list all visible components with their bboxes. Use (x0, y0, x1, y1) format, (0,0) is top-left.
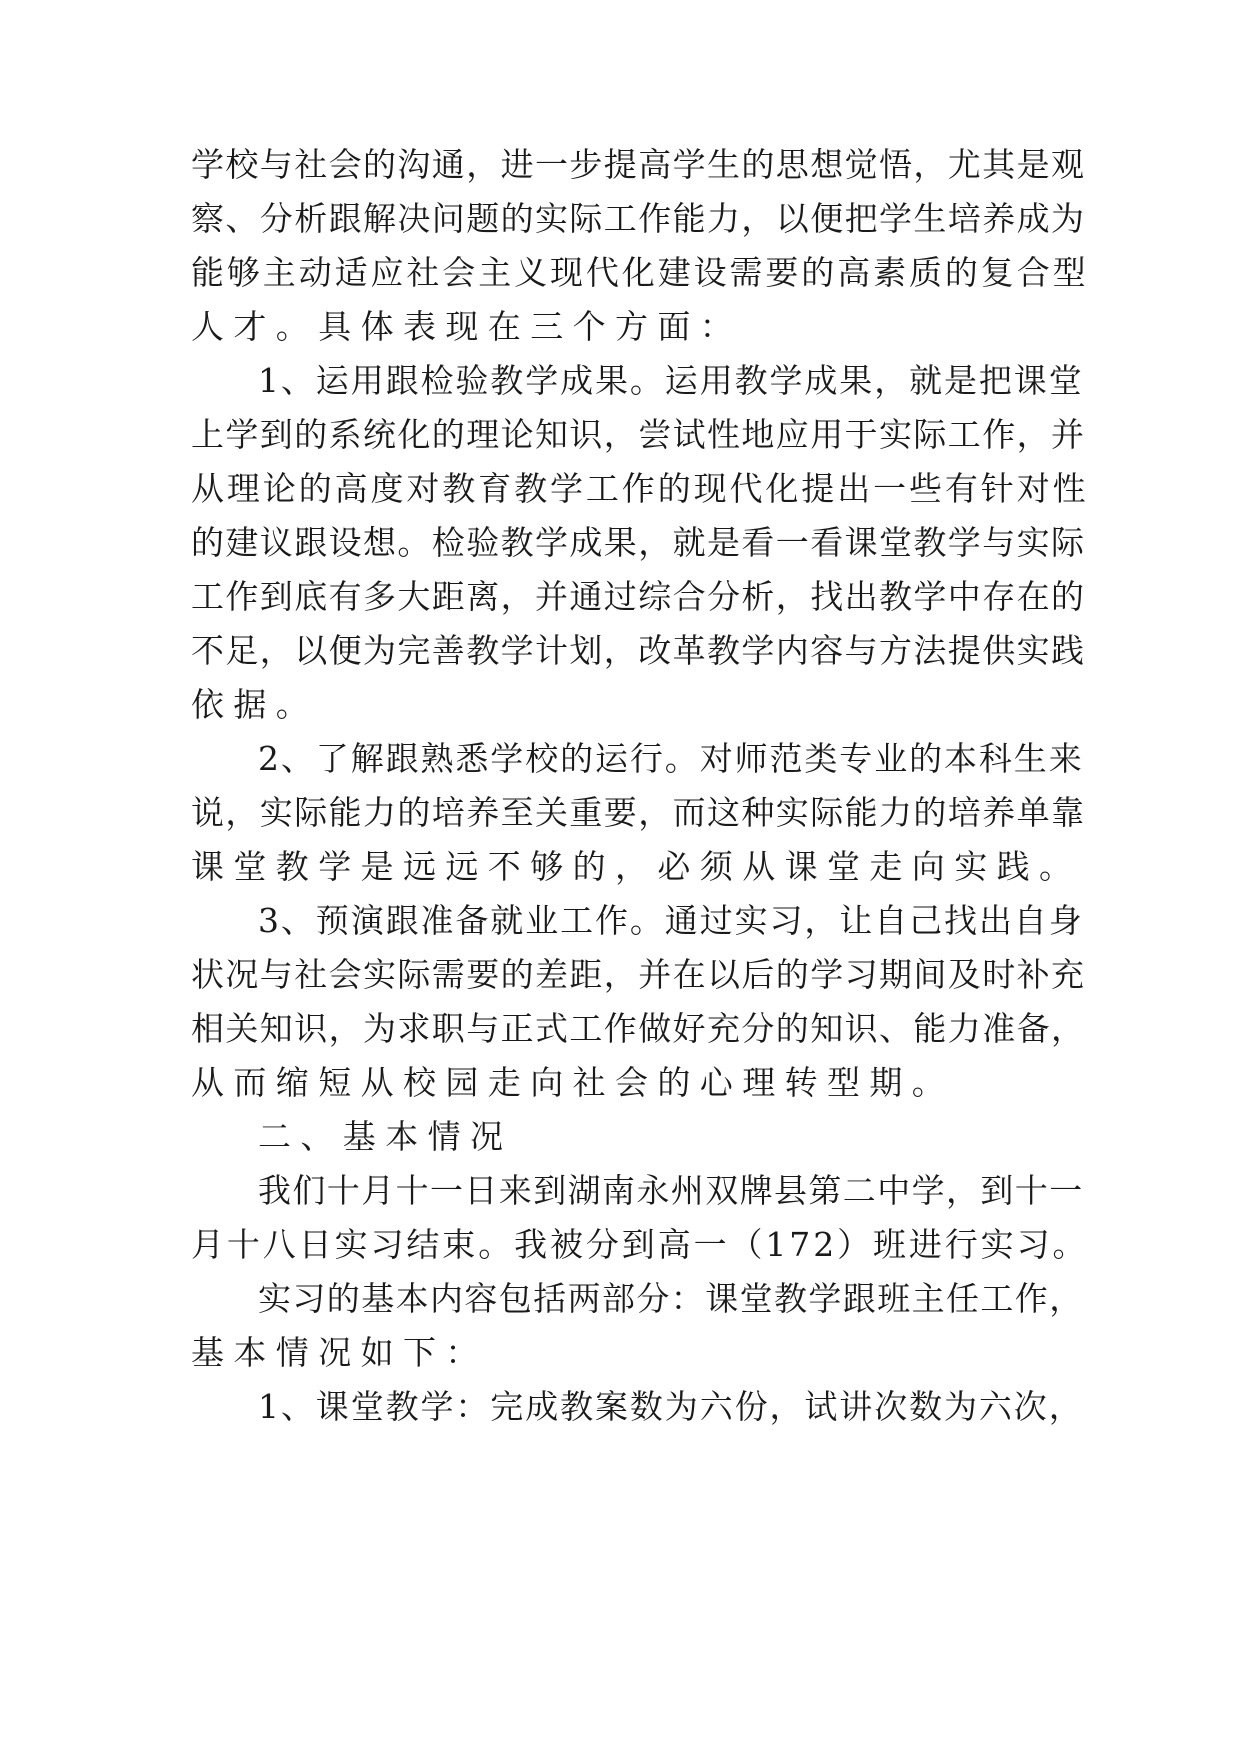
text-line: 我们十月十一日来到湖南永州双牌县第二中学，到十一 (258, 1171, 1084, 1210)
text-line: 不足，以便为完善教学计划，改革教学内容与方法提供实践 (191, 631, 1086, 670)
text-line: 1、运用跟检验教学成果。运用教学成果，就是把课堂 (258, 361, 1084, 400)
text-line: 实习的基本内容包括两部分：课堂教学跟班主任工作， (258, 1279, 1084, 1318)
text-line: 基本情况如下： (191, 1333, 488, 1372)
text-line: 能够主动适应社会主义现代化建设需要的高素质的复合型 (191, 253, 1089, 292)
text-line: 从理论的高度对教育教学工作的现代化提出一些有针对性 (191, 469, 1089, 508)
text-line: 从而缩短从校园走向社会的心理转型期。 (191, 1063, 955, 1102)
text-line: 2、了解跟熟悉学校的运行。对师范类专业的本科生来 (258, 739, 1084, 778)
text-line: 说，实际能力的培养至关重要，而这种实际能力的培养单靠 (191, 793, 1086, 832)
text-line: 察、分析跟解决问题的实际工作能力，以便把学生培养成为 (191, 199, 1086, 238)
text-line: 工作到底有多大距离，并通过综合分析，找出教学中存在的 (191, 577, 1086, 616)
text-line: 状况与社会实际需要的差距，并在以后的学习期间及时补充 (191, 955, 1086, 994)
text-line: 的建议跟设想。检验教学成果，就是看一看课堂教学与实际 (191, 523, 1086, 562)
text-line: 3、预演跟准备就业工作。通过实习，让自己找出自身 (258, 901, 1084, 940)
text-line: 月十八日实习结束。我被分到高一（172）班进行实习。 (191, 1225, 1089, 1264)
text-line: 课堂教学是远远不够的，必须从课堂走向实践。 (191, 847, 1082, 886)
text-line: 人才。具体表现在三个方面： (191, 307, 743, 346)
text-line: 上学到的系统化的理论知识，尝试性地应用于实际工作，并 (191, 415, 1086, 454)
text-line: 相关知识，为求职与正式工作做好充分的知识、能力准备， (191, 1009, 1086, 1048)
section-heading: 二、基本情况 (258, 1117, 513, 1156)
text-line: 学校与社会的沟通，进一步提高学生的思想觉悟，尤其是观 (191, 145, 1086, 184)
text-line: 1、课堂教学：完成教案数为六份，试讲次数为六次， (258, 1387, 1084, 1426)
text-line: 依据。 (191, 685, 319, 724)
